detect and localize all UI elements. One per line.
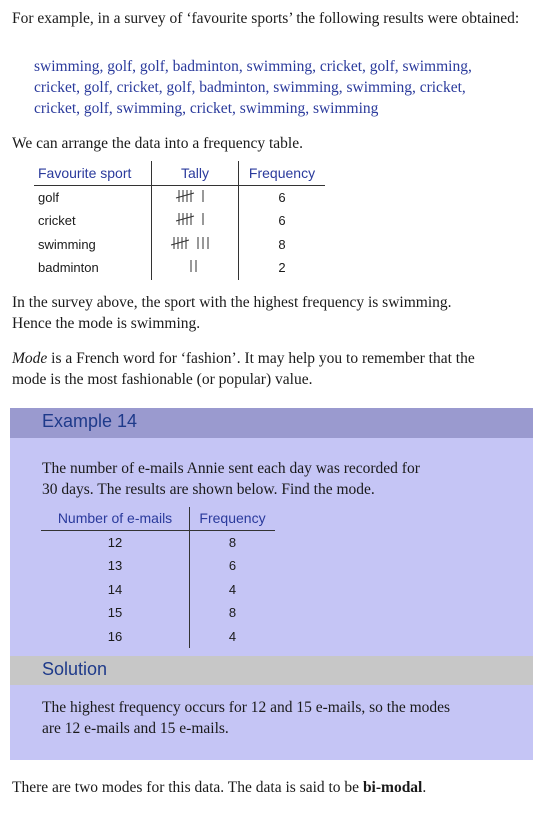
mode-statement-line-1: In the survey above, the sport with the highest frequency is swimming. [12,294,452,311]
sport-cell: golf [34,185,152,209]
frequency-cell: 8 [228,605,237,621]
mode-statement-line-2: Hence the mode is swimming. [12,315,201,332]
sport-frequency-table [34,161,325,280]
sport-cell: badminton [34,256,152,280]
question-line-2: 30 days. The results are shown below. Find the mode. [42,481,375,498]
table-row [41,578,275,602]
tally-cell [152,256,239,280]
tally-five-one [175,212,215,226]
example-box [10,408,533,760]
survey-line-1: swimming, golf, golf, badminton, swimming, cricket, golf, swimming, [34,58,472,75]
header-sport: Favourite sport [34,161,152,185]
tally-cell [152,233,239,257]
mode-def-rest: is a French word for ‘fashion’. It may help you to remember that the [47,350,475,367]
tally-cell [152,209,239,233]
table-row [41,554,275,578]
example-question [42,458,522,500]
solution-line-1: The highest frequency occurs for 12 and 15 e-mails, so the modes [42,699,451,716]
frequency-cell: 6 [278,213,286,229]
solution-text [42,697,522,739]
example-title: Example 14 [42,411,138,431]
survey-line-3: cricket, golf, swimming, cricket, swimming, swimming [34,100,379,117]
emails-cell: 14 [41,578,190,602]
mode-statement [12,292,532,334]
conclusion [12,777,532,798]
table-row [41,530,275,554]
survey-line-2: cricket, golf, cricket, golf, badminton, swimming, swimming, cricket, [34,79,466,96]
table-row [34,256,325,280]
header-emails: Number of e-mails [41,507,190,530]
tally-five-three [170,236,220,250]
emails-cell: 13 [41,554,190,578]
mode-definition [12,348,532,390]
sport-cell: cricket [34,209,152,233]
table-row [41,601,275,625]
table-row [41,625,275,649]
conclusion-text: There are two modes for this data. The data is said to be [12,779,363,796]
header-tally: Tally [152,161,239,185]
frequency-cell: 2 [278,260,286,276]
table-row [34,233,325,257]
mode-word: Mode [12,350,48,367]
emails-cell: 16 [41,625,190,649]
bi-modal-term: bi-modal [362,779,423,796]
table-row [34,209,325,233]
mode-def-line-2: mode is the most fashionable (or popular) value. [12,371,313,388]
frequency-cell: 6 [228,558,237,574]
solution-line-2: are 12 e-mails and 15 e-mails. [42,720,229,737]
survey-results [34,56,534,119]
frequency-cell: 6 [278,189,286,205]
header-frequency: Frequency [190,507,276,530]
tally-two [185,259,205,273]
solution-title: Solution [42,659,108,679]
solution-header [10,656,533,685]
emails-cell: 12 [41,530,190,554]
table-row [34,185,325,209]
frequency-cell: 8 [278,236,286,252]
tally-cell [152,185,239,209]
question-line-1: The number of e-mails Annie sent each day was recorded for [42,460,420,477]
header-frequency: Frequency [239,161,326,185]
frequency-cell: 4 [228,581,237,597]
frequency-cell: 4 [228,628,237,644]
conclusion-end: . [422,779,427,796]
example-header [10,408,533,438]
tally-five-one [175,189,215,203]
frequency-cell: 8 [228,534,237,550]
intro-paragraph [12,8,532,29]
intro-text: For example, in a survey of ‘favourite sports’ the following results were obtained: [12,10,520,27]
sport-cell: swimming [34,233,152,257]
emails-cell: 15 [41,601,190,625]
arrange-text: We can arrange the data into a frequency table. [12,135,303,152]
emails-frequency-table [41,507,275,648]
